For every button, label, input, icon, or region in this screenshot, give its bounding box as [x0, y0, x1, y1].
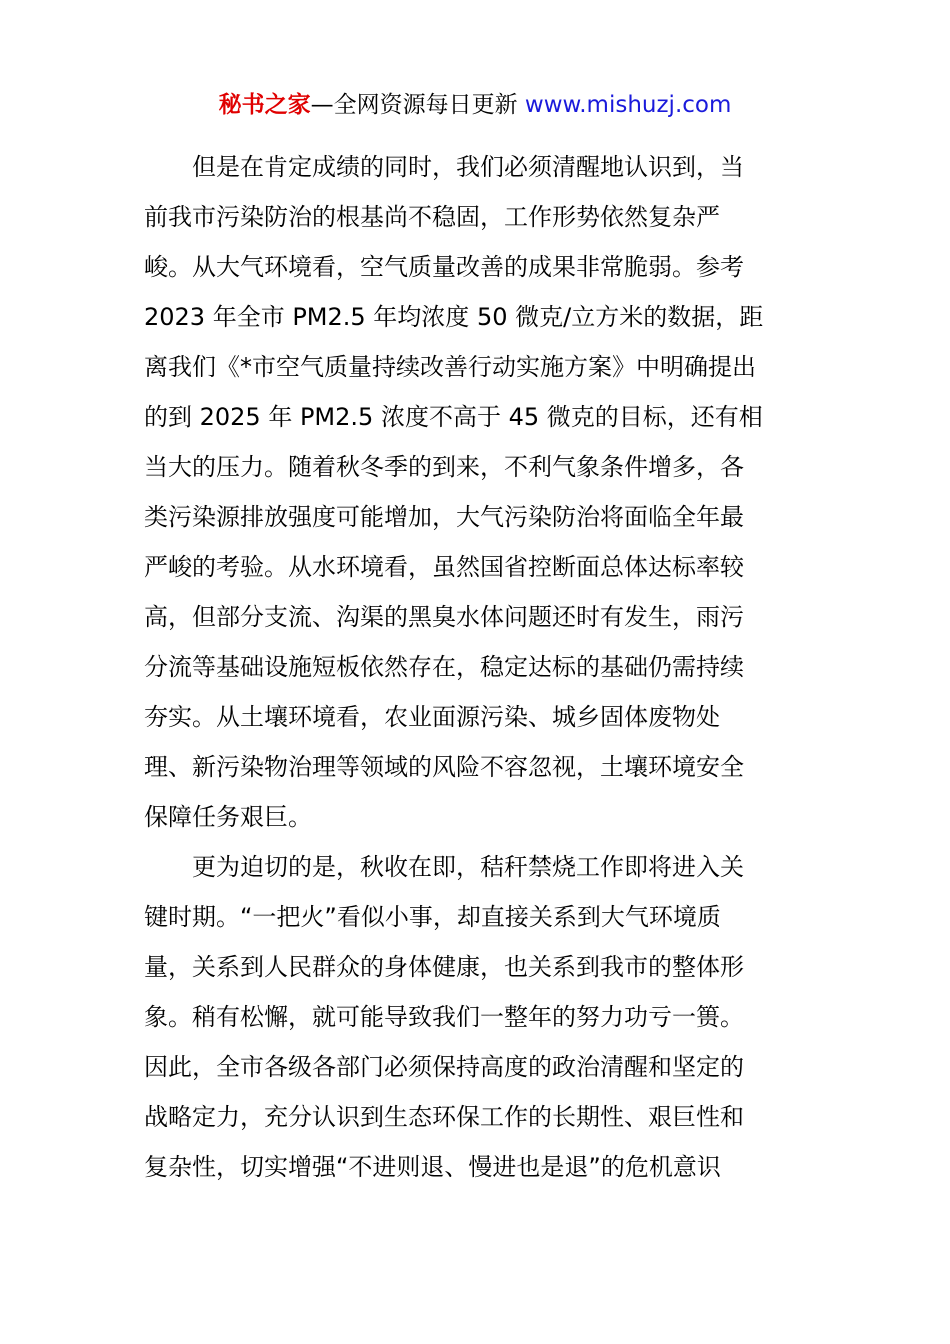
paragraph-1-line-6: 的到 2025 年 PM2.5 浓度不高于 45 微克的目标，还有相 — [144, 403, 763, 431]
paragraph-2-line-6: 战略定力，充分认识到生态环保工作的长期性、艰巨性和 — [144, 1103, 744, 1131]
paragraph-2-line-2: 键时期。“一把火”看似小事，却直接关系到大气环境质 — [144, 903, 721, 931]
paragraph-1-line-10: 高，但部分支流、沟渠的黑臭水体问题还时有发生，雨污 — [144, 603, 744, 631]
paragraph-1-line-11: 分流等基础设施短板依然存在，稳定达标的基础仍需持续 — [144, 653, 744, 681]
paragraph-2-line-3: 量，关系到人民群众的身体健康，也关系到我市的整体形 — [144, 953, 744, 981]
paragraph-2-line-5: 因此，全市各级各部门必须保持高度的政治清醒和坚定的 — [144, 1053, 744, 1081]
paragraph-2-line-4: 象。稍有松懈，就可能导致我们一整年的努力功亏一篑。 — [144, 1003, 744, 1031]
site-brand: 秘书之家 — [218, 92, 311, 118]
paragraph-1-line-1: 但是在肯定成绩的同时，我们必须清醒地认识到，当 — [192, 153, 744, 181]
paragraph-2-line-1: 更为迫切的是，秋收在即，秸秆禁烧工作即将进入关 — [192, 853, 744, 881]
paragraph-1-line-5: 离我们《*市空气质量持续改善行动实施方案》中明确提出 — [144, 353, 756, 381]
paragraph-1-line-12: 夯实。从土壤环境看，农业面源污染、城乡固体废物处 — [144, 703, 720, 731]
paragraph-1-line-2: 前我市污染防治的根基尚不稳固，工作形势依然复杂严 — [144, 203, 720, 231]
paragraph-1-line-13: 理、新污染物治理等领域的风险不容忽视，土壤环境安全 — [144, 753, 744, 781]
paragraph-1-line-3: 峻。从大气环境看，空气质量改善的成果非常脆弱。参考 — [144, 253, 744, 281]
paragraph-1-line-14: 保障任务艰巨。 — [144, 803, 312, 831]
site-tagline: —全网资源每日更新 — [310, 92, 525, 118]
paragraph-1-line-4: 2023 年全市 PM2.5 年均浓度 50 微克/立方米的数据，距 — [144, 303, 764, 331]
paragraph-2-line-7: 复杂性，切实增强“不进则退、慢进也是退”的危机意识 — [144, 1153, 721, 1181]
site-header — [0, 88, 950, 122]
paragraph-1-line-7: 当大的压力。随着秋冬季的到来，不利气象条件增多，各 — [144, 453, 744, 481]
site-url-link[interactable]: www.mishuzj.com — [524, 92, 732, 118]
paragraph-1-line-8: 类污染源排放强度可能增加，大气污染防治将面临全年最 — [144, 503, 744, 531]
paragraph-1-line-9: 严峻的考验。从水环境看，虽然国省控断面总体达标率较 — [144, 553, 744, 581]
